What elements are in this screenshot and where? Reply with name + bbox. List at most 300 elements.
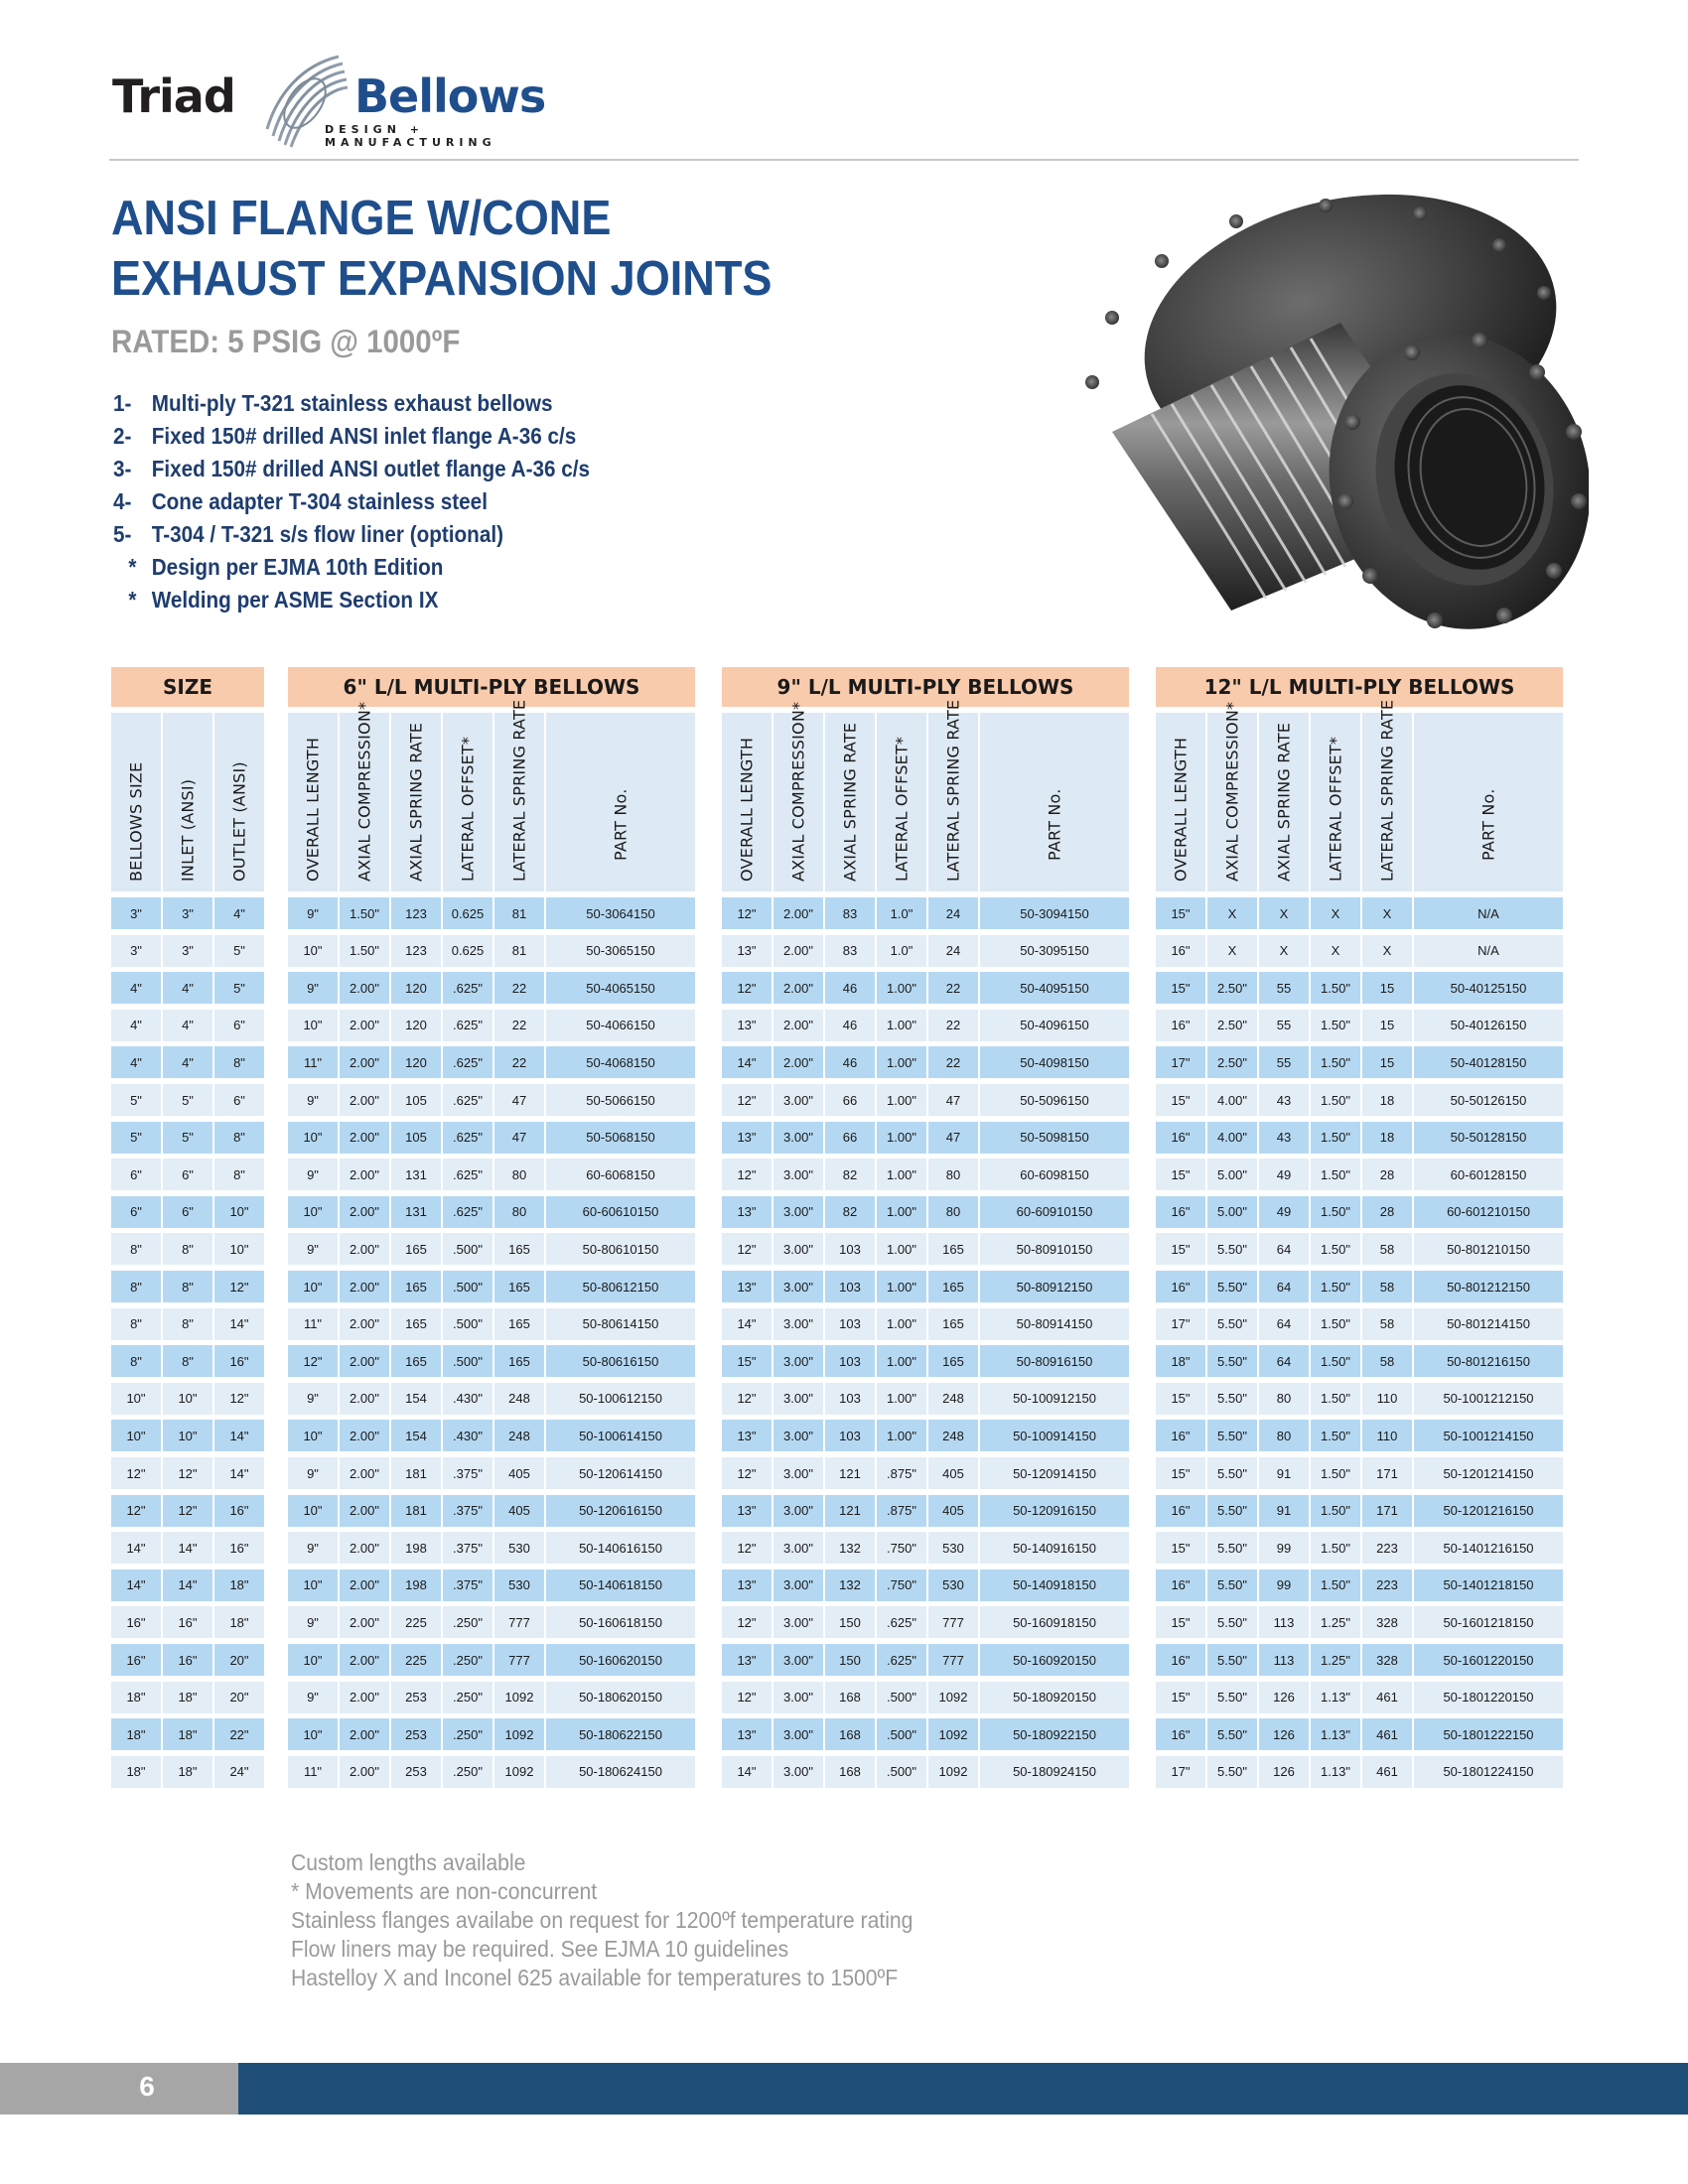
footer-bar-blue [238, 2063, 1688, 2115]
table-cell: 3.00" [774, 1271, 823, 1302]
table-cell: 15" [1156, 1233, 1205, 1265]
table-cell: 328 [1362, 1644, 1412, 1676]
table-cell: 1.50" [1311, 1570, 1360, 1601]
table-cell: 14" [214, 1308, 264, 1340]
table-cell: 9" [288, 972, 338, 1004]
table-cell: 165 [391, 1271, 441, 1302]
table-cell: .625" [443, 1046, 492, 1078]
table-cell: 5.50" [1207, 1532, 1257, 1564]
table-column-header [163, 713, 212, 891]
table-cell: 14" [214, 1420, 264, 1451]
table-cell: 1.00" [877, 1233, 926, 1265]
table-cell: 4" [163, 1010, 212, 1041]
table-cell: 1.00" [877, 1084, 926, 1116]
table-cell: 248 [494, 1383, 544, 1415]
table-cell: 1.50" [1311, 1457, 1360, 1489]
table-cell: X [1311, 897, 1360, 929]
table-cell: 8" [111, 1233, 161, 1265]
table-cell: 1.50" [1311, 1532, 1360, 1564]
table-cell: 4" [214, 897, 264, 929]
table-cell: 50-40126150 [1414, 1010, 1563, 1041]
table-cell: 1092 [494, 1682, 544, 1713]
table-cell: 225 [391, 1644, 441, 1676]
table-cell: 2.00" [340, 1570, 389, 1601]
table-cell: 10" [288, 1010, 338, 1041]
table-cell: 8" [111, 1271, 161, 1302]
expansion-joint-image [1043, 184, 1589, 640]
table-cell: 1.25" [1311, 1606, 1360, 1638]
table-cell: 1.00" [877, 972, 926, 1004]
table-cell: 10" [214, 1196, 264, 1228]
table-cell: 15 [1362, 1046, 1412, 1078]
table-cell: 49 [1259, 1196, 1309, 1228]
table-cell: .250" [443, 1718, 492, 1750]
column-header-label: AXIAL SPRING RATE [1274, 722, 1294, 882]
table-cell: 5" [111, 1122, 161, 1154]
table-cell: 223 [1362, 1570, 1412, 1601]
table-cell: 120 [391, 1046, 441, 1078]
table-cell: .500" [443, 1271, 492, 1302]
table-cell: 60-6068150 [546, 1159, 695, 1190]
table-cell: 2.00" [774, 1010, 823, 1041]
table-cell: 12" [722, 1159, 772, 1190]
table-cell: 10" [163, 1420, 212, 1451]
table-cell: 530 [494, 1532, 544, 1564]
table-cell: .500" [877, 1682, 926, 1713]
table-cell: 50-80616150 [546, 1345, 695, 1377]
table-cell: 1.50" [1311, 1420, 1360, 1451]
table-cell: 50-1801224150 [1414, 1756, 1563, 1788]
table-cell: 50-160918150 [980, 1606, 1129, 1638]
table-cell: 9" [288, 1159, 338, 1190]
feature-item: 5- T-304 / T-321 s/s flow liner (optional) [113, 521, 503, 547]
table-cell: 58 [1362, 1233, 1412, 1265]
feature-item: 4- Cone adapter T-304 stainless steel [113, 488, 488, 514]
table-cell: 50-3064150 [546, 897, 695, 929]
table-cell: .625" [443, 1159, 492, 1190]
table-cell: 1.00" [877, 1420, 926, 1451]
table-cell: 461 [1362, 1756, 1412, 1788]
table-column-header [1362, 699, 1412, 891]
table-cell: 22 [928, 1010, 978, 1041]
table-cell: 50-80914150 [980, 1308, 1129, 1340]
table-cell: 50-40125150 [1414, 972, 1563, 1004]
table-cell: 225 [391, 1606, 441, 1638]
table-cell: 24 [928, 897, 978, 929]
column-header-label: INLET (ANSI) [178, 778, 198, 882]
table-cell: 105 [391, 1084, 441, 1116]
table-cell: 49 [1259, 1159, 1309, 1190]
table-cell: 16" [1156, 1718, 1205, 1750]
table-cell: X [1362, 935, 1412, 967]
table-cell: 50-80910150 [980, 1233, 1129, 1265]
table-cell: 50-140918150 [980, 1570, 1129, 1601]
table-cell: 16" [1156, 1122, 1205, 1154]
table-cell: 1.0" [877, 897, 926, 929]
table-cell: 91 [1259, 1495, 1309, 1527]
table-cell: 165 [928, 1271, 978, 1302]
table-column-header [214, 713, 264, 891]
table-cell: 1.50" [1311, 1122, 1360, 1154]
table-cell: 0.625 [443, 935, 492, 967]
table-cell: 777 [494, 1606, 544, 1638]
table-cell: 13" [722, 1570, 772, 1601]
table-cell: 18" [214, 1570, 264, 1601]
table-cell: 15" [1156, 897, 1205, 929]
triad-bellows-logo [112, 52, 569, 151]
table-cell: 3.00" [774, 1233, 823, 1265]
table-cell: 64 [1259, 1271, 1309, 1302]
table-cell: 3.00" [774, 1644, 823, 1676]
header-divider [109, 159, 1579, 161]
table-cell: 103 [825, 1233, 875, 1265]
table-cell: 50-140916150 [980, 1532, 1129, 1564]
table-cell: 121 [825, 1457, 875, 1489]
table-cell: 22 [494, 972, 544, 1004]
table-cell: 18 [1362, 1084, 1412, 1116]
table-cell: 777 [928, 1606, 978, 1638]
table-cell: .500" [443, 1308, 492, 1340]
table-cell: 60-60910150 [980, 1196, 1129, 1228]
table-cell: 12" [722, 897, 772, 929]
column-header-label: OVERALL LENGTH [1171, 737, 1191, 882]
table-cell: 2.00" [340, 1606, 389, 1638]
table-cell: 16" [1156, 1420, 1205, 1451]
table-cell: 15 [1362, 1010, 1412, 1041]
table-cell: 50-4095150 [980, 972, 1129, 1004]
table-cell: 9" [288, 1682, 338, 1713]
table-cell: 50-80612150 [546, 1271, 695, 1302]
table-cell: 16" [214, 1532, 264, 1564]
rating-subtitle: RATED: 5 PSIG @ 1000ºF [111, 324, 461, 359]
table-cell: 3.00" [774, 1495, 823, 1527]
table-cell: 5.50" [1207, 1233, 1257, 1265]
table-cell: 328 [1362, 1606, 1412, 1638]
table-cell: 1092 [928, 1756, 978, 1788]
table-cell: 50-1401218150 [1414, 1570, 1563, 1601]
table-cell: 9" [288, 1233, 338, 1265]
table-cell: 50-4066150 [546, 1010, 695, 1041]
table-column-header [391, 713, 441, 891]
table-cell: 15" [1156, 1682, 1205, 1713]
table-cell: 11" [288, 1046, 338, 1078]
table-cell: 20" [214, 1644, 264, 1676]
table-cell: 461 [1362, 1718, 1412, 1750]
table-cell: 10" [288, 1271, 338, 1302]
table-cell: 15" [722, 1345, 772, 1377]
title-line-1: ANSI FLANGE W/CONE [111, 192, 612, 245]
table-cell: 22" [214, 1718, 264, 1750]
table-cell: 18" [1156, 1345, 1205, 1377]
table-cell: 64 [1259, 1233, 1309, 1265]
table-cell: X [1259, 935, 1309, 967]
table-cell: 13" [722, 1495, 772, 1527]
table-cell: 110 [1362, 1420, 1412, 1451]
table-cell: 50-1601220150 [1414, 1644, 1563, 1676]
table-cell: 120 [391, 1010, 441, 1041]
column-header-label: LATERAL SPRING RATE [943, 699, 963, 882]
column-header-label: PART No. [1478, 788, 1498, 861]
table-cell: 18" [163, 1718, 212, 1750]
note-line: * Movements are non-concurrent [291, 1878, 598, 1904]
table-cell: 18" [111, 1682, 161, 1713]
table-cell: 9" [288, 897, 338, 929]
table-cell: 11" [288, 1756, 338, 1788]
column-header-label: OVERALL LENGTH [737, 737, 757, 882]
table-cell: 2.00" [340, 1682, 389, 1713]
table-cell: 2.00" [340, 1159, 389, 1190]
table-cell: 1.00" [877, 1010, 926, 1041]
note-line: Stainless flanges availabe on request for 1200ºf temperature rating [291, 1907, 914, 1933]
table-cell: 2.00" [340, 1010, 389, 1041]
table-column-header [1207, 701, 1257, 891]
table-cell: 2.00" [340, 1271, 389, 1302]
table-cell: 50-140616150 [546, 1532, 695, 1564]
table-cell: 16" [1156, 1570, 1205, 1601]
table-cell: 11" [288, 1308, 338, 1340]
column-header-label: OVERALL LENGTH [303, 737, 323, 882]
table-cell: 50-5066150 [546, 1084, 695, 1116]
table-cell: 1.00" [877, 1159, 926, 1190]
table-cell: 10" [288, 1420, 338, 1451]
table-cell: 99 [1259, 1570, 1309, 1601]
table-cell: 12" [722, 1084, 772, 1116]
table-cell: 1.50" [1311, 1308, 1360, 1340]
table-cell: 150 [825, 1644, 875, 1676]
table-cell: X [1311, 935, 1360, 967]
table-cell: 1092 [494, 1718, 544, 1750]
table-cell: 113 [1259, 1644, 1309, 1676]
table-cell: 1.13" [1311, 1756, 1360, 1788]
table-cell: 66 [825, 1084, 875, 1116]
table-cell: 132 [825, 1532, 875, 1564]
table-cell: 5" [111, 1084, 161, 1116]
table-cell: 1.00" [877, 1383, 926, 1415]
table-cell: 43 [1259, 1084, 1309, 1116]
table-cell: 5.50" [1207, 1606, 1257, 1638]
note-line: Flow liners may be required. See EJMA 10 guidelines [291, 1936, 789, 1962]
table-cell: 50-1401216150 [1414, 1532, 1563, 1564]
table-cell: 28 [1362, 1159, 1412, 1190]
logo-word-bellows: Bellows [354, 69, 546, 123]
table-cell: 3.00" [774, 1756, 823, 1788]
table-cell: .375" [443, 1457, 492, 1489]
table-cell: 13" [722, 1420, 772, 1451]
column-header-label: LATERAL SPRING RATE [509, 699, 529, 882]
table-cell: 50-120916150 [980, 1495, 1129, 1527]
column-header-label: PART No. [1045, 788, 1064, 861]
table-cell: 1.50" [340, 935, 389, 967]
table-group-header: 6" L/L MULTI-PLY BELLOWS [288, 667, 695, 707]
table-cell: 8" [163, 1345, 212, 1377]
column-header-label: AXIAL COMPRESSION* [354, 701, 374, 882]
table-cell: 81 [494, 935, 544, 967]
table-cell: 2.00" [340, 1420, 389, 1451]
table-cell: 80 [1259, 1383, 1309, 1415]
table-cell: 461 [1362, 1682, 1412, 1713]
table-cell: 1.50" [1311, 1383, 1360, 1415]
table-cell: 14" [722, 1046, 772, 1078]
table-cell: 5" [214, 972, 264, 1004]
table-cell: 8" [214, 1122, 264, 1154]
table-cell: 16" [1156, 1196, 1205, 1228]
table-cell: 50-50126150 [1414, 1084, 1563, 1116]
table-cell: 15" [1156, 972, 1205, 1004]
table-cell: 777 [928, 1644, 978, 1676]
table-cell: .750" [877, 1570, 926, 1601]
table-cell: 4" [111, 972, 161, 1004]
table-cell: 14" [111, 1532, 161, 1564]
table-column-header [722, 713, 772, 891]
table-cell: 14" [163, 1532, 212, 1564]
table-cell: 16" [1156, 1495, 1205, 1527]
column-header-label: AXIAL COMPRESSION* [1222, 701, 1242, 882]
table-cell: 5.50" [1207, 1756, 1257, 1788]
table-cell: 10" [111, 1383, 161, 1415]
table-cell: 16" [1156, 1271, 1205, 1302]
table-cell: 1.00" [877, 1271, 926, 1302]
table-cell: 5.50" [1207, 1271, 1257, 1302]
table-cell: 50-1201214150 [1414, 1457, 1563, 1489]
table-cell: 2.00" [774, 972, 823, 1004]
table-cell: 6" [214, 1084, 264, 1116]
table-column-header [825, 713, 875, 891]
table-cell: 223 [1362, 1532, 1412, 1564]
table-group-header: SIZE [111, 667, 264, 707]
table-cell: 3.00" [774, 1532, 823, 1564]
footer-bar-grey [0, 2063, 238, 2115]
table-cell: 103 [825, 1271, 875, 1302]
table-cell: 171 [1362, 1495, 1412, 1527]
page-number: 6 [139, 2071, 155, 2102]
table-cell: 165 [494, 1233, 544, 1265]
table-cell: 82 [825, 1196, 875, 1228]
table-cell: 50-80610150 [546, 1233, 695, 1265]
table-cell: 22 [928, 1046, 978, 1078]
table-cell: 12" [722, 1532, 772, 1564]
table-cell: 55 [1259, 1046, 1309, 1078]
table-cell: 12" [288, 1345, 338, 1377]
table-cell: 22 [494, 1010, 544, 1041]
table-cell: .500" [443, 1233, 492, 1265]
table-cell: 2.00" [340, 1196, 389, 1228]
column-header-label: AXIAL SPRING RATE [406, 722, 426, 882]
column-header-label: AXIAL COMPRESSION* [788, 701, 808, 882]
table-cell: 154 [391, 1383, 441, 1415]
table-cell: 50-1001214150 [1414, 1420, 1563, 1451]
table-cell: 80 [1259, 1420, 1309, 1451]
table-cell: 123 [391, 897, 441, 929]
table-column-header [1414, 713, 1563, 891]
table-cell: 165 [494, 1308, 544, 1340]
table-cell: 5.50" [1207, 1644, 1257, 1676]
table-cell: 46 [825, 972, 875, 1004]
feature-item: 3- Fixed 150# drilled ANSI outlet flange A-36 c/s [113, 456, 591, 481]
table-cell: 6" [163, 1159, 212, 1190]
table-cell: 168 [825, 1756, 875, 1788]
table-cell: 18" [111, 1718, 161, 1750]
table-cell: 16" [1156, 1010, 1205, 1041]
table-cell: 1.13" [1311, 1718, 1360, 1750]
table-cell: 60-60610150 [546, 1196, 695, 1228]
table-cell: 60-6098150 [980, 1159, 1129, 1190]
table-cell: 50-4068150 [546, 1046, 695, 1078]
table-cell: 50-1201216150 [1414, 1495, 1563, 1527]
table-cell: 4" [111, 1046, 161, 1078]
table-cell: 2.00" [340, 1233, 389, 1265]
table-cell: X [1207, 897, 1257, 929]
table-group-header: 9" L/L MULTI-PLY BELLOWS [722, 667, 1129, 707]
table-cell: 13" [722, 1644, 772, 1676]
column-header-label: OUTLET (ANSI) [229, 761, 249, 882]
table-cell: 123 [391, 935, 441, 967]
feature-item: 1- Multi-ply T-321 stainless exhaust bellows [113, 390, 553, 416]
table-cell: 16" [163, 1606, 212, 1638]
table-cell: 0.625 [443, 897, 492, 929]
table-column-header [928, 699, 978, 891]
feature-item: * Welding per ASME Section IX [128, 587, 439, 613]
table-cell: 168 [825, 1718, 875, 1750]
table-cell: 17" [1156, 1756, 1205, 1788]
table-cell: 50-4065150 [546, 972, 695, 1004]
table-cell: .625" [877, 1644, 926, 1676]
table-cell: 8" [111, 1345, 161, 1377]
table-cell: 50-5068150 [546, 1122, 695, 1154]
table-cell: 165 [928, 1345, 978, 1377]
table-cell: 3.00" [774, 1159, 823, 1190]
table-cell: 405 [494, 1495, 544, 1527]
table-cell: 2.50" [1207, 1046, 1257, 1078]
table-cell: 15" [1156, 1383, 1205, 1415]
feature-item: 2- Fixed 150# drilled ANSI inlet flange A-36 c/s [113, 423, 577, 449]
table-cell: 10" [111, 1420, 161, 1451]
table-cell: 165 [391, 1308, 441, 1340]
table-cell: 181 [391, 1495, 441, 1527]
table-cell: 2.00" [774, 1046, 823, 1078]
table-cell: 50-1001212150 [1414, 1383, 1563, 1415]
table-cell: 6" [163, 1196, 212, 1228]
column-header-label: LATERAL OFFSET* [1326, 736, 1345, 882]
table-cell: 15" [1156, 1532, 1205, 1564]
table-cell: 5.50" [1207, 1495, 1257, 1527]
table-cell: 1092 [928, 1718, 978, 1750]
table-cell: 1.50" [1311, 1046, 1360, 1078]
table-cell: 5" [163, 1084, 212, 1116]
table-column-header [443, 713, 492, 891]
table-cell: 9" [288, 1084, 338, 1116]
table-cell: 80 [494, 1159, 544, 1190]
table-cell: 103 [825, 1345, 875, 1377]
table-cell: .750" [877, 1532, 926, 1564]
table-cell: 248 [928, 1383, 978, 1415]
table-cell: 1.00" [877, 1046, 926, 1078]
table-cell: 253 [391, 1756, 441, 1788]
table-cell: 1.25" [1311, 1644, 1360, 1676]
table-cell: 22 [494, 1046, 544, 1078]
table-cell: 5.50" [1207, 1308, 1257, 1340]
table-cell: 50-1801222150 [1414, 1718, 1563, 1750]
table-cell: 12" [111, 1495, 161, 1527]
table-cell: 10" [288, 1570, 338, 1601]
table-cell: 10" [163, 1383, 212, 1415]
table-cell: 50-5096150 [980, 1084, 1129, 1116]
table-cell: 50-801214150 [1414, 1308, 1563, 1340]
feature-list [113, 387, 642, 616]
table-column-header [980, 713, 1129, 891]
table-cell: 2.00" [340, 1046, 389, 1078]
table-cell: 5.50" [1207, 1718, 1257, 1750]
table-cell: 16" [111, 1606, 161, 1638]
